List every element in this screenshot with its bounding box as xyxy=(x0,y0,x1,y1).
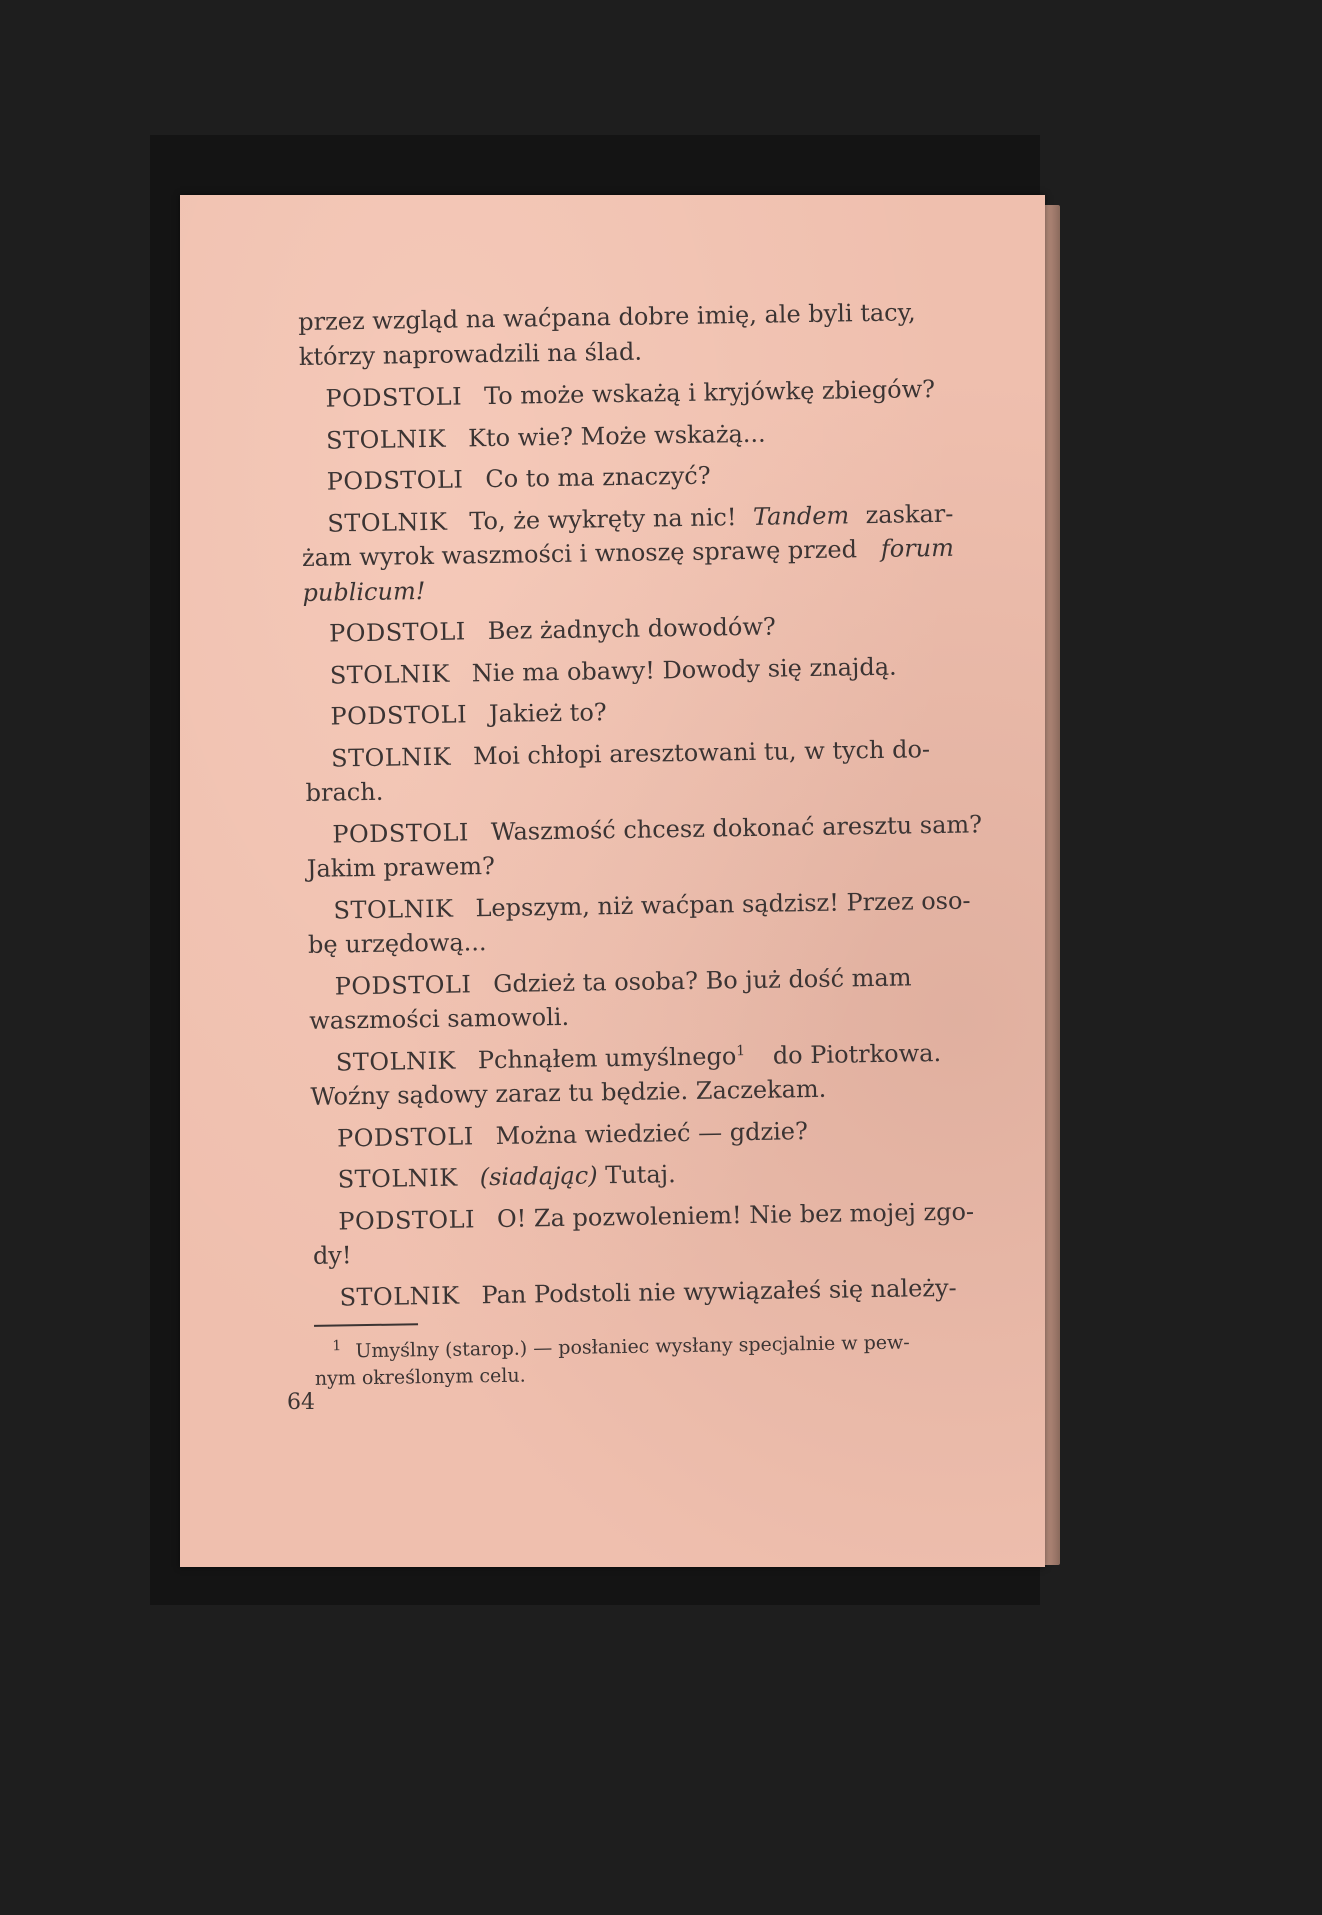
page-text xyxy=(298,295,983,1393)
speech-text: To, że wykręty na nic! xyxy=(469,502,737,535)
opening-paragraph xyxy=(298,295,951,374)
speech-text: Pan Podstoli nie wywiązałeś się należy- xyxy=(481,1273,957,1309)
dialogue-line xyxy=(300,413,952,458)
speech-text: Bez żadnych dowodów? xyxy=(487,612,776,646)
speaker-name: PODSTOLI xyxy=(334,969,472,1001)
dialogue-line xyxy=(303,607,955,652)
latin-word: forum xyxy=(880,533,955,563)
dialogue-line xyxy=(305,731,958,810)
speech-text: Co to ma znaczyć? xyxy=(485,461,711,494)
dialogue-line xyxy=(310,1035,963,1114)
opening-line-2: którzy naprowadzili na ślad. xyxy=(298,337,643,371)
stage-direction: (siadając) xyxy=(479,1161,598,1192)
footnote-reference: 1 xyxy=(736,1042,746,1059)
dialogue-line xyxy=(312,1194,975,1273)
footnote-text: nym określonym celu. xyxy=(314,1364,526,1390)
dialogue-line xyxy=(304,648,956,693)
speaker-name: PODSTOLI xyxy=(326,465,464,496)
dialogue-line xyxy=(304,690,956,735)
dialogue-line xyxy=(311,1153,963,1198)
speech-continuation: brach. xyxy=(305,777,384,807)
footnote-rule xyxy=(314,1323,418,1327)
footnote-text: Umyślny (starop.) — posłaniec wysłany specjalnie w pew- xyxy=(355,1331,910,1363)
speaker-name: PODSTOLI xyxy=(338,1204,476,1235)
page-number: 64 xyxy=(287,1390,315,1415)
speech-text: Tutaj. xyxy=(605,1160,676,1190)
speech-continuation: Woźny sądowy zaraz tu będzie. Zaczekam. xyxy=(310,1074,827,1111)
speech-text: Gdzież ta osoba? Bo już dość mam xyxy=(493,962,912,998)
dialogue-line xyxy=(311,1111,963,1156)
speech-text: Waszmość chcesz dokonać aresztu sam? xyxy=(490,809,983,846)
speech-text: zaskar- xyxy=(865,499,954,529)
speaker-name: STOLNIK xyxy=(330,742,452,773)
speech-text: do Piotrkowa. xyxy=(772,1038,942,1070)
speaker-name: STOLNIK xyxy=(325,424,447,455)
speech-text: Kto wie? Może wskażą... xyxy=(467,419,766,452)
footnote xyxy=(314,1329,967,1393)
speech-text: O! Za pozwoleniem! Nie bez mojej zgo- xyxy=(496,1196,975,1233)
opening-line-1: przez wzgląd na waćpana dobre imię, ale byli tacy, xyxy=(298,298,916,336)
speech-continuation: Jakim prawem? xyxy=(306,851,496,883)
dialogue-line xyxy=(313,1270,965,1315)
dialogue-line xyxy=(301,455,953,500)
speaker-name: STOLNIK xyxy=(335,1046,457,1076)
speaker-name: STOLNIK xyxy=(329,659,451,690)
speaker-name: PODSTOLI xyxy=(336,1121,474,1152)
speaker-name: STOLNIK xyxy=(339,1281,460,1311)
speaker-name: PODSTOLI xyxy=(325,382,463,413)
speech-text: Można wiedzieć — gdzie? xyxy=(495,1116,809,1150)
footnote-mark: 1 xyxy=(332,1338,342,1355)
speech-continuation: bę urzędową... xyxy=(307,928,487,959)
speech-continuation: waszmości samowoli. xyxy=(309,1002,570,1035)
speech-text: Nie ma obawy! Dowody się znajdą. xyxy=(471,652,897,687)
speaker-name: PODSTOLI xyxy=(330,700,468,731)
dialogue-line xyxy=(307,883,971,962)
speaker-name: STOLNIK xyxy=(337,1163,458,1194)
speech-text: Moi chłopi aresztowani tu, w tych do- xyxy=(472,734,931,770)
speaker-name: PODSTOLI xyxy=(332,817,470,849)
speech-text: Lepszym, niż waćpan sądzisz! Przez oso- xyxy=(475,886,971,922)
latin-word: publicum! xyxy=(302,576,426,607)
dialogue-line xyxy=(308,959,961,1038)
speaker-name: STOLNIK xyxy=(333,894,454,925)
latin-word: Tandem xyxy=(752,500,850,531)
dialogue-line xyxy=(306,807,983,886)
speech-text: To może wskażą i kryjówkę zbiegów? xyxy=(483,375,936,411)
speech-text: Jakież to? xyxy=(488,698,607,729)
dialogue-line xyxy=(299,372,951,417)
speaker-name: PODSTOLI xyxy=(328,617,466,648)
speaker-name: STOLNIK xyxy=(327,507,448,538)
speech-text: żam wyrok waszmości i wnoszę sprawę przed xyxy=(301,535,858,572)
speech-continuation: dy! xyxy=(312,1241,352,1270)
dialogue-line xyxy=(301,496,955,610)
speech-text: Pchnąłem umyślnego xyxy=(477,1041,737,1074)
